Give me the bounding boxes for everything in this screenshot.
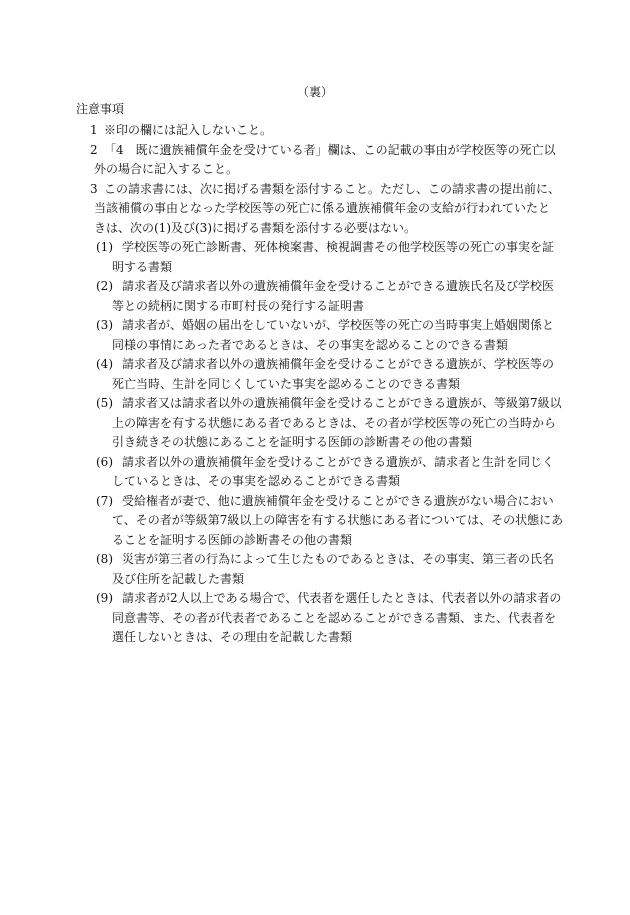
attachment-text-line: 災害が第三者の行為によって生じたものであるときは、その事実、第三者の氏名: [122, 552, 555, 566]
attachment-text-line: 請求者が2人以上である場合で、代表者を選任したときは、代表者以外の請求者の: [122, 591, 562, 605]
attachment-item: [0, 355, 630, 394]
attachment-item: [0, 589, 630, 648]
attachment-number: (3): [96, 318, 113, 332]
note-text-line: この請求書には、次に掲げる書類を添付すること。ただし、この請求書の提出前に、: [104, 181, 561, 196]
attachment-number: (7): [96, 493, 113, 508]
note-text-line: 外の場合に記入すること。: [94, 162, 239, 176]
attachment-item: [0, 453, 630, 492]
attachment-item: [0, 492, 630, 551]
attachment-item: [0, 316, 630, 355]
attachment-text-line: 及び住所を記載した書類: [112, 571, 245, 586]
notes-list: [0, 121, 630, 648]
attachment-text-line: 選任しないときは、その理由を記載した書類: [112, 630, 353, 644]
attachment-number: (5): [96, 396, 113, 410]
attachment-number: (6): [96, 454, 113, 469]
attachment-text-line: て、その者が等級第7級以上の障害を有する状態にある者については、その状態にあ: [112, 513, 564, 527]
attachment-text-line: 請求者が、婚姻の届出をしていないが、学校医等の死亡の当時事実上婚姻関係と: [122, 318, 555, 332]
attachment-item: [0, 238, 630, 277]
note-text-line: ※印の欄には記入しないこと。: [104, 123, 273, 137]
attachment-number: (1): [96, 240, 113, 254]
attachment-text-line: 受給権者が妻で、他に遺族補償年金を受けることができる遺族がない場合におい: [122, 493, 554, 508]
attachment-text-line: 同様の事情にあった者であるときは、その事実を認めることのできる書類: [112, 337, 508, 352]
attachment-number: (9): [96, 591, 113, 605]
attachment-text-line: 請求者又は請求者以外の遺族補償年金を受けることができる遺族が、等級第7級以: [122, 396, 562, 410]
attachment-text-line: 死亡当時、生計を同じくしていた事実を認めることのできる書類: [112, 376, 461, 391]
note-number: 1: [90, 123, 98, 137]
note-number: 2: [90, 142, 98, 157]
attachment-text-line: ることを証明する医師の診断書その他の書類: [112, 532, 353, 547]
attachment-text-line: 請求者及び請求者以外の遺族補償年金を受けることができる遺族が、学校医等の: [122, 357, 555, 371]
note-text-line: 「4 既に遺族補償年金を受けている者」欄は、この記載の事由が学校医等の死亡以: [104, 142, 556, 157]
notes-heading: 注意事項: [76, 102, 125, 116]
attachment-number: (8): [96, 552, 113, 566]
attachment-text-line: 同意書等、その者が代表者であることを認めることができる書類、また、代表者を: [112, 610, 557, 625]
attachment-number: (4): [96, 357, 113, 371]
note-text-line: きは、次の(1)及び(3)に掲げる書類を添付する必要はない。: [94, 220, 416, 235]
page-side-label: （裏）: [296, 85, 333, 99]
note-item: [0, 180, 630, 239]
attachment-text-line: 等との続柄に関する市町村長の発行する証明書: [112, 298, 365, 313]
attachment-text-line: 請求者及び請求者以外の遺族補償年金を受けることができる遺族氏名及び学校医: [122, 279, 555, 293]
attachment-item: [0, 277, 630, 316]
note-item: [0, 121, 630, 141]
attachment-text-line: 引き続きその状態にあることを証明する医師の診断書その他の書類: [112, 435, 473, 449]
attachment-item: [0, 394, 630, 453]
attachment-text-line: 請求者以外の遺族補償年金を受けることができる遺族が、請求者と生計を同じく: [122, 454, 555, 469]
note-item: [0, 141, 630, 180]
note-text-line: 当該補償の事由となった学校医等の死亡に係る遺族補償年金の支給が行われていたと: [94, 201, 551, 215]
attachment-item: [0, 550, 630, 589]
attachment-text-line: しているときは、その事実を認めることができる書類: [112, 474, 401, 488]
attachment-number: (2): [96, 279, 113, 293]
attachment-text-line: 上の障害を有する状態にある者であるときは、その者が学校医等の死亡の当時から: [112, 415, 557, 430]
attachment-text-line: 明する書類: [112, 259, 173, 274]
note-number: 3: [90, 181, 98, 196]
attachment-text-line: 学校医等の死亡診断書、死体検案書、検視調書その他学校医等の死亡の事実を証: [122, 240, 555, 254]
